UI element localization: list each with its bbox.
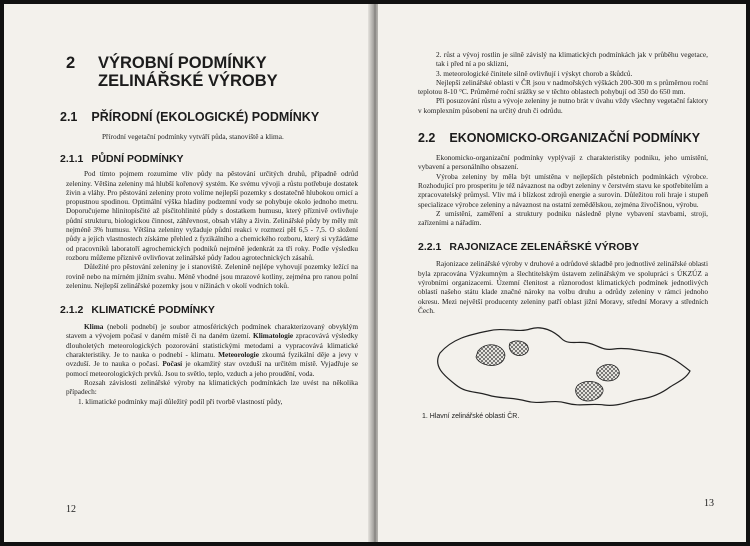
list-item: 2. růst a vývoj rostlin je silně závislý na klimatických podmínkách jak v průběhu vegetace, tak i před ní a po sklizni, [436,50,708,69]
section-title: PŘÍRODNÍ (EKOLOGICKÉ) PODMÍNKY [91,110,320,124]
chapter-heading [66,54,358,90]
section-title: EKONOMICKO-ORGANIZAČNÍ PODMÍNKY [449,131,701,146]
paragraph: Z umístění, zaměření a struktury podniku následně plyne vybavení stavbami, stroji, zařízeními a nářadím. [418,208,708,228]
right-page-content [418,50,708,420]
subsection-title: KLIMATICKÉ PODMÍNKY [91,304,215,317]
paragraph: Pod tímto pojmem rozumíme vliv půdy na pěstování určitých druhů, případně odrůd zeleniny. Většina zeleniny má hlubší kořenový systém. Ke svému vývoji a růstu potřebuje dostatek živin a vláhy. Pro pěstování zeleniny proto volíme nejlepší pozemky s dostatečně hlubokou ornicí a propustnou spodinou. Optimální výška hladiny podzemní vody se pohybuje okolo jednoho metru. Doporučujeme hlinitopísčité až písčitohlinité půdy s dostatkem humusu, který příznivě ovlivňuje půdní strukturu, biologickou činnost, záhřevnost, obsah vláhy a živin. Zelinářské půdy by měly mít nejméně 3% humusu. Většina zeleniny vyžaduje půdní reakci v rozmezí pH 6,5 - 7,5. O složení půdy a jejích vlastnostech získáme přehled z fyzikálního a chemického rozboru, který si vyžádáme od pracovníků laboratoří agrochemických podniků nejméně jedenkrát za tři roky. Podle výsledku rozboru můžeme příznivě ovlivňovat zelinářské půdy řadou agrotechnických zásahů. [66,169,358,262]
section-intro-paragraph: Přírodní vegetační podmínky vytváří půda, stanoviště a klima. [102,132,284,141]
chapter-number: 2 [66,54,76,72]
subsection-number: 2.1.2 [60,304,84,317]
subsection-heading-2-1-2 [60,304,358,316]
subsection-number: 2.2.1 [418,241,442,254]
vegetable-region-central-moravia [597,365,620,382]
left-page [4,4,372,542]
subsection-number: 2.1.1 [60,153,84,166]
paragraph: Výroba zeleniny by měla být umístěna v nejlepších pěstebních podmínkách výrobce. Rozhodující pro prosperitu je též návaznost na odbyt zeleniny v čerstvém stavu ke spotřebitelům a zpracovatelský průmysl. Vliv má i blízkost zdrojů energie a surovin. Důležitou roli hraje i stupeň specializace výrobce zeleniny a návaznost na ostatní zemědělskou, zejména živočišnou, výrobu. [418,171,708,209]
country-outline [438,328,690,406]
page-number-left: 12 [66,504,76,515]
text-run: zkoumá fyzikální děje a jevy v ovzduší. Je to nauka o počasí. [66,350,358,369]
term-klimatologie: Klimatologie [253,331,294,341]
section-heading-2-1 [60,110,358,124]
paragraph-klima [66,322,358,378]
map-figure [418,321,708,411]
text-run: (neboli podnebí) je soubor atmosférických podmínek charakterizovaný obvyklým stavem a vývojem počasí v daném místě či na daném území. [66,322,358,341]
czech-republic-map [418,321,698,411]
text-run: zpracovává výsledky dlouholetých meteorologických pozorování statistickými metodami a vypracovává klimatické charakteristiky. Je to nauka o podnebí - klimatu. [66,331,358,360]
paragraph: Důležité pro pěstování zeleniny je i stanoviště. Zelenině nejlépe vyhovují pozemky ležící na rovině nebo na mírném jižním svahu. Méně vhodné jsou mrazové kotliny, zejména pro ranou polní zeleninu. Nejlepší zelinářské pozemky jsou v nížinách v okolí vodních toků. [66,262,358,290]
list-item: 1. klimatické podmínky mají důležitý podíl při tvorbě vlastností půdy, [78,396,283,406]
subsection-title: PŮDNÍ PODMÍNKY [91,153,184,166]
chapter-title-line1: VÝROBNÍ PODMÍNKY [98,54,267,72]
text-run: je okamžitý stav ovzduší na určitém místě. Vyjadřuje se pomocí meteorologických prvků. Jsou to světlo, teplo, vzduch a jeho proudění, voda. [66,359,358,378]
vegetable-region-elbe [509,341,528,356]
subsection-title: RAJONIZACE ZELENÁŘSKÉ VÝROBY [449,241,639,254]
list-item: 3. meteorologické činitele silně ovlivňují i výskyt chorob a škůdců. [436,68,633,78]
subsection-heading-2-2-1 [418,241,708,253]
section-heading-2-2 [418,131,708,145]
paragraph: Rajonizace zelinářské výroby v druhové a odrůdové skladbě pro jednotlivé zelinářské oblasti byla zpracována Výzkumným a šlechtitelským ústavem zelinářským ve spolupráci s ÚKZÚZ a výrobními organizacemi. Územní členitost a různorodost klimatických podmínek jednotlivých oblastí našeho státu klade značné nároky na volbu druhu a odrůdy zeleniny v rámci jednoho okresu. Mezi největší producenty zeleniny patří oblast jižní Moravy, střední Moravy a středních Čech. [418,259,708,315]
paragraph: Nejlepší zelinářské oblasti v ČR jsou v nadmořských výškách 200-300 m s průměrnou roční teplotou 8-10 °C. Průměrné roční srážky se v těchto oblastech pohybují od 350 do 650 mm. [418,77,708,97]
vegetable-region-south-moravia [576,382,603,402]
term-pocasi: Počasí [162,359,183,369]
left-page-content [60,54,358,406]
vegetable-region-central-bohemia [476,345,505,366]
paragraph: Ekonomicko-organizační podmínky vyplývají z charakteristiky podniku, jeho umístění, vybavení a personálního obsazení. [418,153,708,172]
section-number: 2.2 [418,131,436,146]
paragraph: Při posuzování růstu a vývoje zeleniny je nutno brát v úvahu vždy všechny vegetační faktory v komplexním působení na určitý druh či odrůdu. [418,96,708,115]
page-number-right: 13 [704,498,714,509]
chapter-title [98,54,278,90]
right-page [378,4,746,542]
paragraph: Rozsah závislosti zelinářské výroby na klimatických podmínkách lze uvést na několika případech: [66,377,358,397]
term-meteorologie: Meteorologie [218,350,259,360]
chapter-title-line2: ZELINÁŘSKÉ VÝROBY [98,72,278,90]
section-number: 2.1 [60,110,78,124]
term-klima: Klima [84,322,104,332]
map-caption: 1. Hlavní zelinářské oblasti ČR. [422,413,520,421]
subsection-heading-2-1-1 [60,153,358,165]
